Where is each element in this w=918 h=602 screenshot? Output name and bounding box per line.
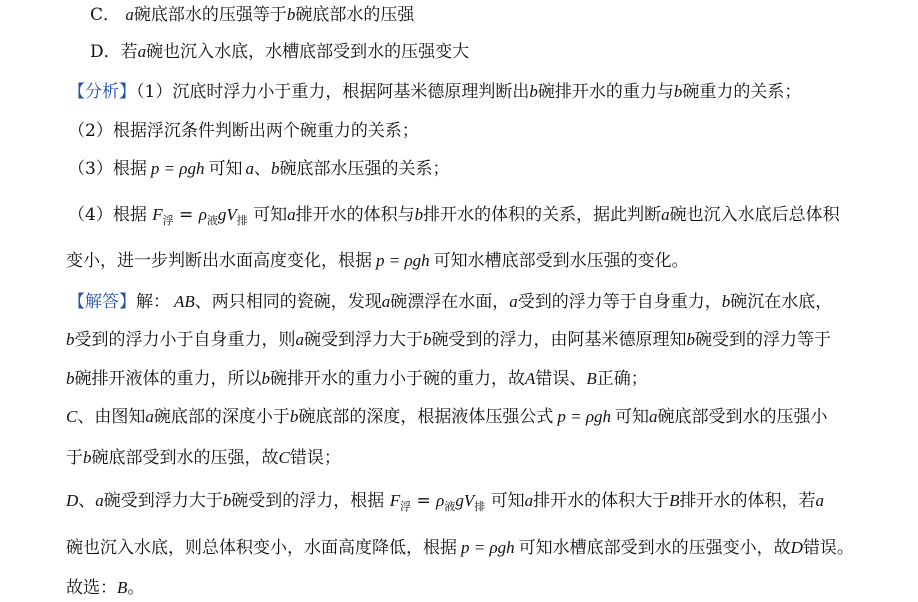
- solution-text: 碗受到的浮力，由阿基米德原理知: [431, 330, 687, 350]
- analysis-text: 碗排开水的重力与: [537, 82, 674, 102]
- var-b: b: [66, 330, 75, 349]
- solution-text: 可知: [614, 407, 649, 427]
- option-c: [90, 4, 414, 26]
- formula-p-rho-g-h: p = ρgh: [150, 159, 205, 178]
- var-b: b: [423, 330, 432, 349]
- var-a: a: [661, 205, 670, 224]
- solution-text: 错误；: [289, 448, 341, 468]
- solution-text: 、: [78, 491, 96, 511]
- analysis-text: 可知水槽底部受到水压强的变化。: [433, 251, 689, 271]
- solution-text: 碗底部的深度小于: [153, 407, 290, 427]
- var-b: b: [83, 448, 92, 467]
- answer-value: B: [117, 578, 128, 597]
- var-b: b: [289, 407, 299, 426]
- analysis-line-1: [68, 81, 801, 103]
- var-b: b: [721, 292, 731, 311]
- solution-text: 碗受到的浮力，根据: [231, 491, 385, 511]
- var-b: b: [686, 330, 695, 349]
- option-d-label: D．若: [90, 42, 138, 62]
- var-a: a: [95, 491, 104, 510]
- solution-text: 碗漂浮在水面，: [390, 292, 510, 312]
- solution-text: 碗受到浮力大于: [304, 330, 423, 350]
- solution-text: 解：: [136, 292, 170, 312]
- formula-p-rho-g-h: p = ρgh: [557, 407, 611, 426]
- formula-part: ρ: [198, 205, 207, 224]
- analysis-line-2: （2）根据浮沉条件判断出两个碗重力的关系；: [68, 121, 419, 141]
- var-C: C: [66, 407, 78, 426]
- var-a: a: [137, 42, 147, 61]
- solution-text: 受到的浮力等于自身重力，: [517, 292, 722, 312]
- solution-text: 碗排开液体的重力，所以: [74, 369, 262, 389]
- var-B: B: [586, 369, 597, 388]
- solution-text: 。: [127, 578, 145, 598]
- var-b: b: [286, 5, 296, 24]
- formula-p-rho-g-h: p = ρgh: [376, 251, 430, 270]
- solution-line-5: [66, 447, 341, 469]
- option-c-text1: 碗底部水的压强等于: [133, 5, 287, 25]
- var-a: a: [125, 5, 134, 24]
- solution-text: 碗受到浮力大于: [103, 491, 223, 511]
- solution-line-6: [66, 490, 824, 514]
- var-a: a: [648, 407, 658, 426]
- analysis-text: （3）根据: [68, 159, 147, 179]
- formula-p-rho-g-h: p = ρgh: [461, 538, 515, 557]
- analysis-line-3: [68, 158, 449, 180]
- formula-sub: 排: [236, 214, 248, 227]
- var-b: b: [261, 369, 270, 388]
- formula-part: F: [389, 491, 401, 510]
- var-a: a: [524, 491, 534, 510]
- var-b: b: [270, 159, 280, 178]
- solution-text: 碗排开水的重力小于碗的重力，故: [270, 369, 525, 389]
- solution-text: 碗底部受到水的压强，故: [91, 448, 279, 468]
- solution-text: 可知水槽底部受到水的压强变小，故: [518, 538, 791, 558]
- var-a: a: [245, 159, 254, 178]
- analysis-text: 碗底部水压强的关系；: [279, 159, 450, 179]
- analysis-text: （1）沉底时浮力小于重力，根据阿基米德原理判断出: [136, 82, 530, 102]
- solution-tag: 【解答】: [68, 292, 136, 312]
- var-b: b: [529, 82, 538, 101]
- solution-text: 可知: [490, 491, 525, 511]
- solution-line-7: [66, 537, 854, 559]
- var-a: a: [287, 205, 296, 224]
- var-D: D: [66, 491, 79, 510]
- var-AB: AB: [174, 292, 195, 311]
- formula-part: gV: [217, 205, 237, 224]
- analysis-text: 变小，进一步判断出水面高度变化，根据: [66, 251, 372, 271]
- var-b: b: [414, 205, 424, 224]
- var-B: B: [669, 491, 680, 510]
- formula-part: ρ: [436, 491, 445, 510]
- formula-sub: 液: [444, 500, 456, 513]
- formula-sub: 排: [474, 500, 486, 513]
- option-c-text2: 碗底部水的压强: [295, 5, 415, 25]
- solution-text: 碗底部的深度，根据液体压强公式: [298, 407, 554, 427]
- formula-part: gV: [455, 491, 475, 510]
- solution-line-4: [66, 406, 827, 428]
- solution-line-1: [68, 291, 832, 313]
- option-c-label: C．: [90, 5, 121, 25]
- analysis-text: 碗重力的关系；: [682, 82, 802, 102]
- formula-part: F: [152, 205, 163, 224]
- solution-text: 、由图知: [77, 407, 146, 427]
- var-b: b: [673, 82, 683, 101]
- var-A: A: [525, 369, 536, 388]
- analysis-tag: 【分析】: [68, 82, 136, 102]
- var-a: a: [295, 330, 304, 349]
- option-d: [90, 41, 469, 63]
- analysis-text: 、: [253, 159, 271, 179]
- formula-buoyancy: [390, 491, 491, 511]
- var-b: b: [222, 491, 232, 510]
- answer-label: 故选：: [66, 578, 117, 598]
- analysis-text: 可知: [253, 205, 288, 225]
- var-C: C: [278, 448, 290, 467]
- var-a: a: [509, 292, 518, 311]
- analysis-line-5: [66, 250, 689, 272]
- solution-text: 碗底部受到水的压强小: [657, 407, 828, 427]
- analysis-text: 碗也沉入水底后总体积: [669, 205, 840, 225]
- formula-buoyancy: [152, 205, 253, 225]
- solution-text: 错误。: [802, 538, 854, 558]
- var-a: a: [145, 407, 154, 426]
- solution-text: 受到的浮力小于自身重力，则: [74, 330, 296, 350]
- solution-line-8: [66, 577, 144, 599]
- solution-text: 于: [66, 448, 83, 468]
- solution-text: 碗受到的浮力等于: [695, 330, 831, 350]
- formula-part: =: [179, 205, 194, 225]
- analysis-text: 排开水的体积的关系，据此判断: [423, 205, 662, 225]
- solution-text: 正确；: [596, 369, 648, 389]
- analysis-line-4: [68, 204, 840, 228]
- option-d-text: 碗也沉入水底，水槽底部受到水的压强变大: [146, 42, 470, 62]
- solution-text: 排开水的体积，若: [679, 491, 816, 511]
- analysis-text: （4）根据: [68, 205, 147, 225]
- var-b: b: [66, 369, 75, 388]
- analysis-text: 可知: [208, 159, 243, 179]
- formula-sub: 浮: [162, 214, 174, 227]
- solution-line-2: [66, 329, 831, 351]
- var-a: a: [815, 491, 824, 510]
- formula-sub: 液: [206, 214, 218, 227]
- solution-line-3: [66, 368, 648, 390]
- solution-text: 碗也沉入水底，则总体积变小，水面高度降低，根据: [66, 538, 457, 558]
- solution-text: 碗沉在水底，: [730, 292, 833, 312]
- solution-text: 、两只相同的瓷碗，发现: [194, 292, 382, 312]
- solution-text: 排开水的体积大于: [533, 491, 670, 511]
- formula-part: =: [416, 491, 431, 511]
- var-a: a: [381, 292, 391, 311]
- solution-text: 错误、: [535, 369, 587, 389]
- formula-sub: 浮: [400, 500, 412, 513]
- var-D: D: [790, 538, 803, 557]
- analysis-text: 排开水的体积与: [295, 205, 415, 225]
